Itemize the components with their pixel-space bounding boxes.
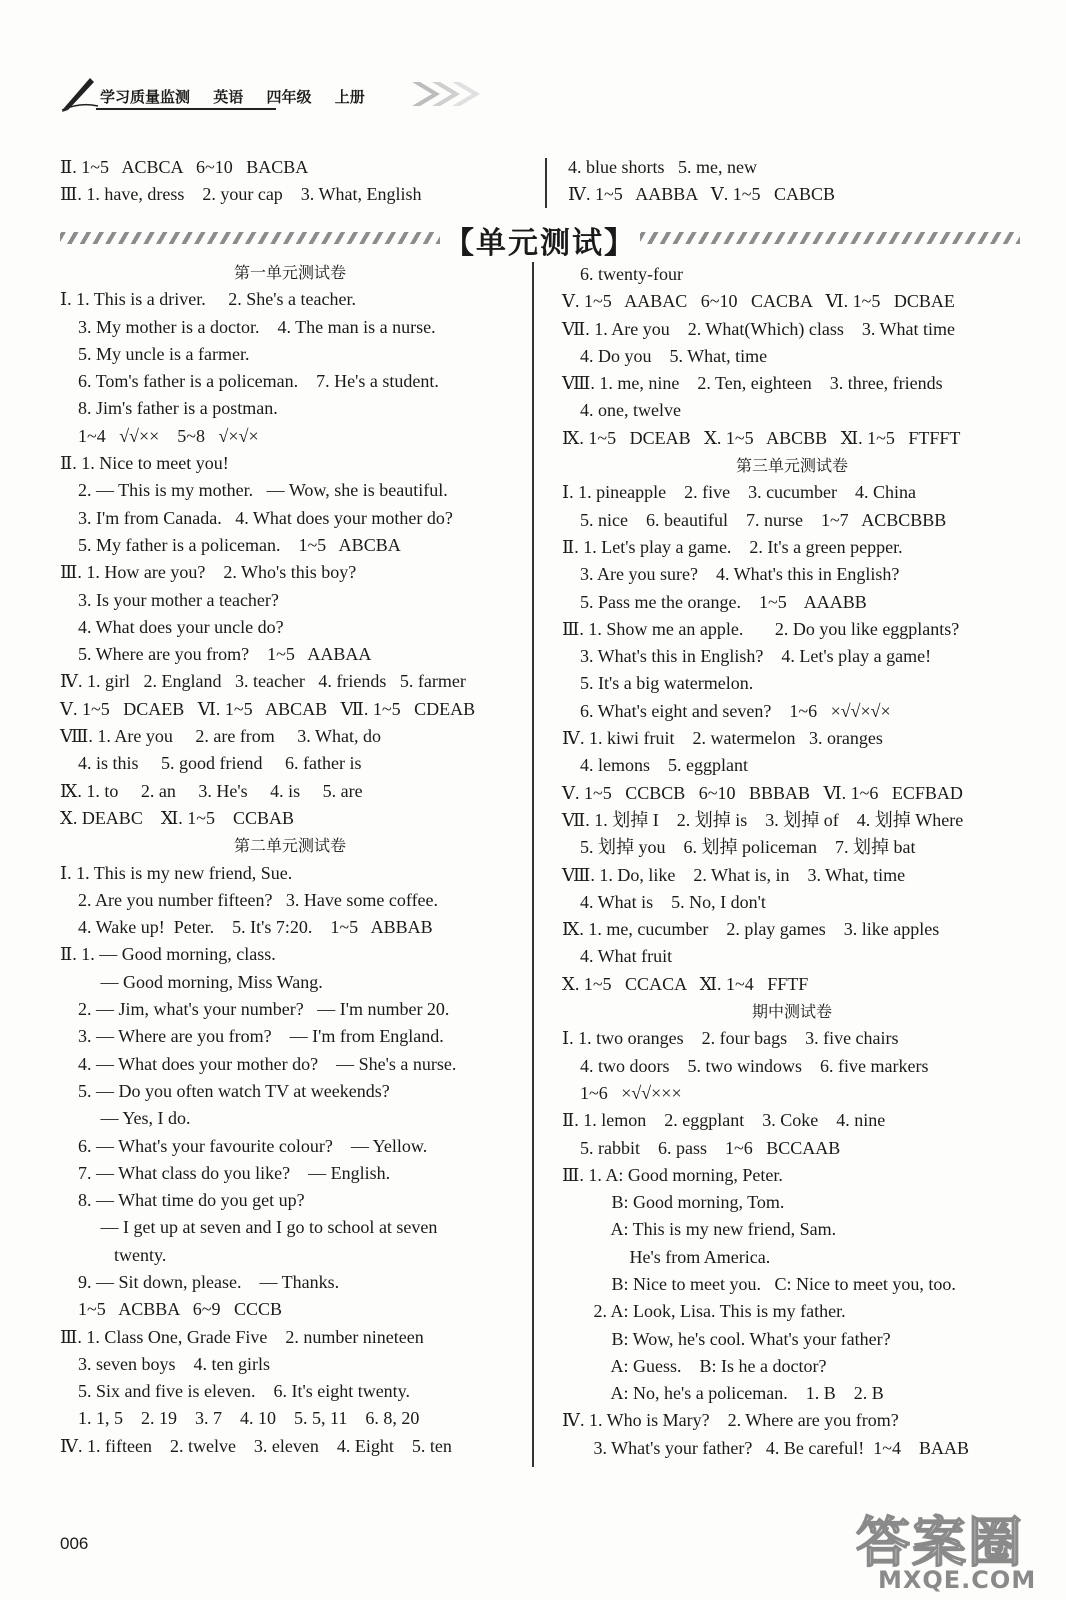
answer-line: 2. — Jim, what's your number? — I'm number 20. [60,999,450,1020]
answer-line: 4. Wake up! Peter. 5. It's 7:20. 1~5 ABBAB [60,917,433,938]
answer-line: 4. — What does your mother do? — She's a nurse. [60,1053,457,1074]
answer-line: 6. What's eight and seven? 1~6 ×√√×√× [562,700,891,721]
answer-line: Ⅰ. 1. This is my new friend, Sue. [60,862,293,883]
answer-line: 1~4 √√×× 5~8 √×√× [60,425,259,446]
answer-line: Ⅲ. 1. How are you? 2. Who's this boy? [60,562,357,583]
header-volume: 上册 [334,88,365,106]
answer-line: 3. Is your mother a teacher? [60,589,279,610]
answer-line: 4. What is 5. No, I don't [562,891,766,912]
answer-line: 4. is this 5. good friend 6. father is [60,753,362,774]
answer-line: 3. — Where are you from? — I'm from England. [60,1026,444,1047]
answer-line: 8. — What time do you get up? [60,1190,305,1211]
header-underline [96,108,276,110]
answer-line: twenty. [60,1244,167,1265]
answer-line: Ⅷ. 1. Do, like 2. What is, in 3. What, time [562,864,906,885]
answer-line: 4. two doors 5. two windows 6. five markers [562,1055,929,1076]
answer-line: 5. Pass me the orange. 1~5 AAABB [562,591,867,612]
answer-line: 1~5 ACBBA 6~9 CCCB [60,1299,283,1320]
answer-line: A: Guess. B: Is he a doctor? [562,1355,827,1376]
answer-line: Ⅳ. 1. fifteen 2. twelve 3. eleven 4. Eight 5. ten [60,1435,452,1456]
header-subject: 英语 [213,88,244,106]
top-left-column [60,154,530,209]
answer-line: 2. A: Look, Lisa. This is my father. [562,1301,846,1322]
answer-line: 3. I'm from Canada. 4. What does your mother do? [60,507,453,528]
column-divider [532,262,534,1467]
answer-line: A: No, he's a policeman. 1. B 2. B [562,1383,884,1404]
answer-line: 5. 划掉 you 6. 划掉 policeman 7. 划掉 bat [562,837,916,858]
answer-line: Ⅷ. 1. Are you 2. are from 3. What, do [60,726,381,747]
answer-line: 3. seven boys 4. ten girls [60,1353,270,1374]
answer-line: 2. — This is my mother. — Wow, she is beautiful. [60,480,448,501]
section-title-unit-1: 第一单元测试卷 [233,263,346,282]
answer-line: Ⅳ. 1~5 AABBA Ⅴ. 1~5 CABCB [568,184,836,205]
answer-line: 6. Tom's father is a policeman. 7. He's a student. [60,371,439,392]
answer-line: 5. My father is a policeman. 1~5 ABCBA [60,534,401,555]
answer-line: 5. rabbit 6. pass 1~6 BCCAAB [562,1137,841,1158]
left-column [60,259,525,1460]
answer-line: Ⅲ. 1. have, dress 2. your cap 3. What, English [60,184,422,205]
answer-line: 3. What's this in English? 4. Let's play a game! [562,646,932,667]
answer-line: Ⅰ. 1. two oranges 2. four bags 3. five chairs [562,1028,899,1049]
answer-line: 2. Are you number fifteen? 3. Have some coffee. [60,889,439,910]
answer-line: 1~6 ×√√××× [562,1082,682,1103]
answer-line: 1. 1, 5 2. 19 3. 7 4. 10 5. 5, 11 6. 8, 20 [60,1408,420,1429]
answer-line: Ⅴ. 1~5 CCBCB 6~10 BBBAB Ⅵ. 1~6 ECFBAD [562,782,963,803]
answer-line: — I get up at seven and I go to school at seven [60,1217,438,1238]
answer-line: Ⅲ. 1. Show me an apple. 2. Do you like eggplants? [562,618,960,639]
answer-line: 5. Where are you from? 1~5 AABAA [60,644,372,665]
answer-line: 5. Six and five is eleven. 6. It's eight twenty. [60,1381,411,1402]
answer-line: Ⅹ. DEABC Ⅺ. 1~5 CCBAB [60,807,295,828]
answer-line: 4. blue shorts 5. me, new [568,157,757,177]
answer-line: He's from America. [562,1246,771,1267]
answer-line: — Yes, I do. [60,1108,191,1129]
top-right-column [568,154,1028,209]
answer-line: 4. one, twelve [562,400,681,421]
answer-line: Ⅱ. 1. — Good morning, class. [60,944,276,965]
answer-line: B: Wow, he's cool. What's your father? [562,1328,891,1349]
header-grade: 四年级 [266,88,312,106]
answer-line: 8. Jim's father is a postman. [60,398,278,419]
header-series: 学习质量监测 [100,88,191,106]
section-banner [60,218,1020,261]
column-divider-top [545,158,547,208]
section-title-midterm: 期中测试卷 [751,1002,832,1022]
answer-line: Ⅶ. 1. Are you 2. What(Which) class 3. What time [562,318,955,339]
answer-line: 5. It's a big watermelon. [562,673,754,694]
banner-stripe-left [60,232,440,244]
answer-line: Ⅸ. 1. me, cucumber 2. play games 3. like apples [562,919,940,940]
answer-line: 4. What fruit [562,946,673,967]
answer-line: 9. — Sit down, please. — Thanks. [60,1271,340,1292]
answer-line: 5. — Do you often watch TV at weekends? [60,1080,390,1101]
answer-line: Ⅴ. 1~5 AABAC 6~10 CACBA Ⅵ. 1~5 DCBAE [562,291,955,312]
answer-line: B: Good morning, Tom. [562,1192,785,1213]
answer-line: Ⅱ. 1. Nice to meet you! [60,453,229,474]
watermark-logo-text: 答案圈 [856,1511,1024,1574]
answer-line: Ⅷ. 1. me, nine 2. Ten, eighteen 3. three, friends [562,373,943,394]
answer-line: Ⅳ. 1. girl 2. England 3. teacher 4. friends 5. farmer [60,671,466,692]
answer-line: 5. nice 6. beautiful 7. nurse 1~7 ACBCBBB [562,509,947,530]
answer-line: Ⅱ. 1. Let's play a game. 2. It's a green pepper. [562,536,903,557]
banner-title: 【单元测试】 [444,226,636,261]
answer-line: 6. twenty-four [562,264,683,284]
page-header [60,72,500,112]
section-title-unit-2: 第二单元测试卷 [233,836,346,856]
answer-line: Ⅶ. 1. 划掉 I 2. 划掉 is 3. 划掉 of 4. 划掉 Where [562,809,964,830]
answer-line: 3. What's your father? 4. Be careful! 1~4 BAAB [562,1437,970,1458]
answer-line: 4. What does your uncle do? [60,616,284,637]
answer-line: — Good morning, Miss Wang. [60,971,323,992]
watermark [850,1500,1040,1600]
answer-line: 5. My uncle is a farmer. [60,343,250,364]
answer-line: 3. Are you sure? 4. What's this in English? [562,564,900,585]
chevron-arrows-icon [410,78,490,110]
answer-line: 4. Do you 5. What, time [562,345,768,366]
answer-line: 6. — What's your favourite colour? — Yellow. [60,1135,428,1156]
answer-line: 7. — What class do you like? — English. [60,1162,391,1183]
answer-line: 4. lemons 5. eggplant [562,755,748,776]
answer-line: Ⅸ. 1~5 DCEAB Ⅹ. 1~5 ABCBB Ⅺ. 1~5 FTFFT [562,427,961,448]
answer-line: Ⅹ. 1~5 CCACA Ⅺ. 1~4 FFTF [562,973,809,994]
answer-line: Ⅰ. 1. This is a driver. 2. She's a teacher. [60,289,356,310]
right-column [562,261,1027,1462]
answer-line: Ⅱ. 1~5 ACBCA 6~10 BACBA [60,157,309,177]
watermark-url: MXQE.COM [878,1566,1037,1594]
answer-line: Ⅳ. 1. kiwi fruit 2. watermelon 3. oranges [562,728,883,749]
answer-line: Ⅸ. 1. to 2. an 3. He's 4. is 5. are [60,780,363,801]
answer-line: Ⅱ. 1. lemon 2. eggplant 3. Coke 4. nine [562,1110,886,1131]
answer-line: Ⅴ. 1~5 DCAEB Ⅵ. 1~5 ABCAB Ⅶ. 1~5 CDEAB [60,698,476,719]
answer-line: Ⅲ. 1. Class One, Grade Five 2. number nineteen [60,1326,424,1347]
page-number: 006 [60,1534,89,1553]
answer-line: 3. My mother is a doctor. 4. The man is a nurse. [60,316,436,337]
answer-line: Ⅲ. 1. A: Good morning, Peter. [562,1164,783,1185]
pen-icon [60,72,100,112]
answer-line: Ⅳ. 1. Who is Mary? 2. Where are you from? [562,1410,899,1431]
answer-line: Ⅰ. 1. pineapple 2. five 3. cucumber 4. China [562,482,917,503]
section-title-unit-3: 第三单元测试卷 [735,456,848,476]
banner-stripe-right [640,232,1020,244]
answer-line: A: This is my new friend, Sam. [562,1219,837,1240]
header-text [100,86,383,107]
answer-line: B: Nice to meet you. C: Nice to meet you, too. [562,1273,956,1294]
